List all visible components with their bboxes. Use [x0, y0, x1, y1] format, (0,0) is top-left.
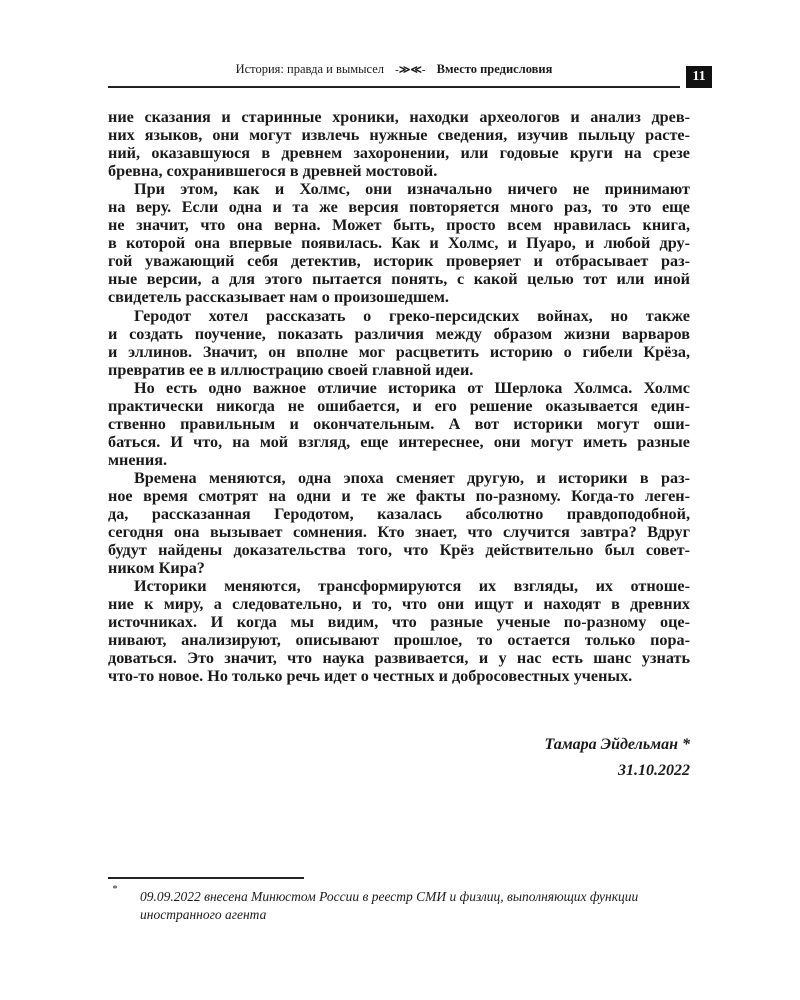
text-line: При этом, как и Холмс, они изначально ничего не принимают — [134, 180, 690, 199]
signature-date: 31.10.2022 — [618, 762, 690, 779]
text-line: ные версии, а для этого пытается понять, с какой целью тот или иной — [108, 270, 690, 289]
text-line: практически никогда не ошибается, и его решение оказывается един- — [108, 396, 690, 415]
text-line: мнения. — [108, 450, 167, 469]
text-line: ние сказания и старинные хроники, находки археологов и анализ древ- — [108, 108, 690, 126]
text-line: будут найдены доказательства того, что Крёз действительно был совет- — [108, 541, 690, 560]
text-line: и эллинов. Значит, он вполне мог расцветить историю о гибели Крёза, — [108, 342, 690, 361]
text-line: ное время смотрят на одни и те же факты по-разному. Когда-то леген- — [108, 486, 690, 505]
text-line: и создать поучение, показать различия между образом жизни варваров — [108, 324, 690, 343]
text-line: ние к миру, а следовательно, и то, что они ищут и находят в древних — [108, 595, 690, 614]
paragraph — [108, 469, 690, 577]
text-line: ником Кира? — [108, 559, 205, 578]
text-line: превратив ее в иллюстрацию своей главной идеи. — [108, 360, 474, 379]
paragraph — [108, 307, 690, 379]
text-line: источниках. И когда мы видим, что разные ученые по-разному оце- — [108, 613, 690, 632]
paragraph — [108, 180, 690, 306]
text-line: доваться. Это значит, что наука развивается, и у нас есть шанс узнать — [108, 649, 690, 668]
text-line: да, рассказанная Геродотом, казалась абсолютно правдоподобной, — [108, 505, 690, 524]
footnote-rule — [108, 877, 304, 879]
text-line: нивают, анализируют, описывают прошлое, то остается только пора- — [108, 631, 690, 650]
paragraph — [108, 379, 690, 469]
header-rule — [108, 86, 680, 88]
text-line: на веру. Если одна и та же версия повторяется много раз, то это еще — [108, 198, 690, 217]
text-line: в которой она впервые появилась. Как и Холмс, и Пуаро, и любой дру- — [108, 234, 690, 253]
text-line: свидетель рассказывает нам о произошедшем. — [108, 288, 449, 307]
footnote-text: 09.09.2022 внесена Минюстом России в реестр СМИ и физлиц, выполняющих функции иностранного агента — [140, 889, 639, 922]
text-line: ний, оказавшуюся в древнем захоронении, или годовые круги на срезе — [108, 144, 690, 163]
text-line: Времена меняются, одна эпоха сменяет другую, и историки в раз- — [134, 468, 690, 487]
text-line: что-то новое. Но только речь идет о честных и добросовестных ученых. — [108, 667, 633, 686]
text-line: баться. И что, на мой взгляд, еще интереснее, они могут иметь разные — [108, 432, 690, 451]
ornament-separator-icon: -≫≪- — [395, 64, 426, 76]
body-text — [108, 108, 690, 686]
book-title: История: правда и вымысел — [235, 62, 385, 76]
running-header — [108, 62, 680, 84]
text-line: Но есть одно важное отличие историка от Шерлока Холмса. Холмс — [134, 378, 690, 397]
page-number: 11 — [686, 66, 712, 88]
text-line: гой уважающий себя детектив, историк проверяет и отбрасывает раз- — [108, 252, 690, 271]
footnote-marker: * — [112, 884, 117, 895]
section-title: Вместо предисловия — [436, 62, 553, 76]
text-line: Историки меняются, трансформируются их взгляды, их отноше- — [134, 577, 690, 596]
text-line: бревна, сохранившегося в древней мостовой. — [108, 162, 438, 181]
text-line: них языков, они могут извлечь нужные сведения, изучив пыльцу расте- — [108, 126, 690, 145]
text-line: сегодня она вызывает сомнения. Кто знает, что случится завтра? Вдруг — [108, 523, 690, 542]
author-signature: Тамара Эйдельман * — [544, 736, 690, 753]
text-line: Геродот хотел рассказать о греко-персидских войнах, но также — [134, 306, 690, 325]
text-line: ственно правильным и окончательным. А вот историки могут оши- — [108, 414, 690, 433]
text-line: не значит, что она верна. Может быть, просто всем нравилась книга, — [108, 216, 690, 235]
paragraph — [108, 108, 690, 180]
paragraph — [108, 577, 690, 685]
